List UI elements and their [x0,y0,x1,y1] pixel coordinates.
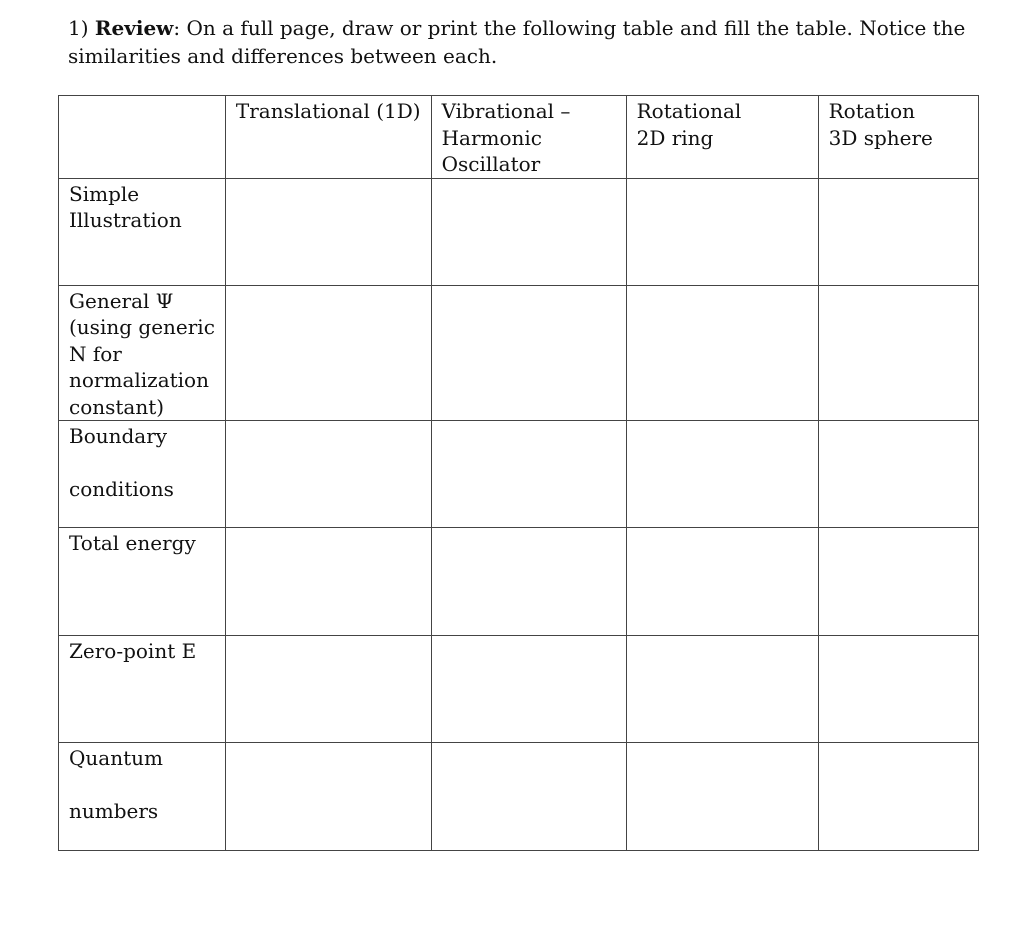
blank-cell [225,178,431,285]
blank-cell [225,421,431,528]
table-row [59,285,979,421]
blank-cell [431,528,626,636]
blank-cell [626,743,818,851]
table-row [59,528,979,636]
table-row [59,421,979,528]
instruction-line-2: similarities and differences between each. [68,44,498,68]
blank-cell [818,421,978,528]
blank-cell [225,743,431,851]
blank-cell [431,285,626,421]
instruction-text [68,14,968,70]
blank-cell [431,636,626,743]
instruction-line-1-text: : On a full page, draw or print the following table and fill the table. Notice the [173,16,966,40]
column-header-translational: Translational (1D) [225,96,431,179]
row-label-general-psi: General Ψ (using generic N for normalization constant) [59,285,226,421]
blank-cell [431,421,626,528]
row-label-quantum-numbers: Quantum numbers [59,743,226,851]
blank-cell [818,636,978,743]
review-table [58,95,979,851]
table-header-row [59,96,979,179]
blank-cell [626,178,818,285]
blank-cell [225,636,431,743]
table-row [59,743,979,851]
blank-cell [225,528,431,636]
blank-cell [818,743,978,851]
table-row [59,178,979,285]
blank-cell [626,528,818,636]
blank-cell [818,178,978,285]
column-header-rotational-2d: Rotational 2D ring [626,96,818,179]
blank-cell [818,285,978,421]
instruction-line-1 [68,14,968,42]
column-header-rotation-3d: Rotation 3D sphere [818,96,978,179]
blank-cell [225,285,431,421]
header-corner-cell [59,96,226,179]
blank-cell [626,421,818,528]
blank-cell [626,636,818,743]
blank-cell [626,285,818,421]
row-label-simple-illustration: Simple Illustration [59,178,226,285]
blank-cell [818,528,978,636]
blank-cell [431,178,626,285]
row-label-total-energy: Total energy [59,528,226,636]
row-label-zero-point-e: Zero-point E [59,636,226,743]
column-header-vibrational: Vibrational – Harmonic Oscillator [431,96,626,179]
question-number: 1) [68,16,89,40]
table-row [59,636,979,743]
row-label-boundary-conditions: Boundary conditions [59,421,226,528]
review-heading: Review [94,16,174,40]
blank-cell [431,743,626,851]
